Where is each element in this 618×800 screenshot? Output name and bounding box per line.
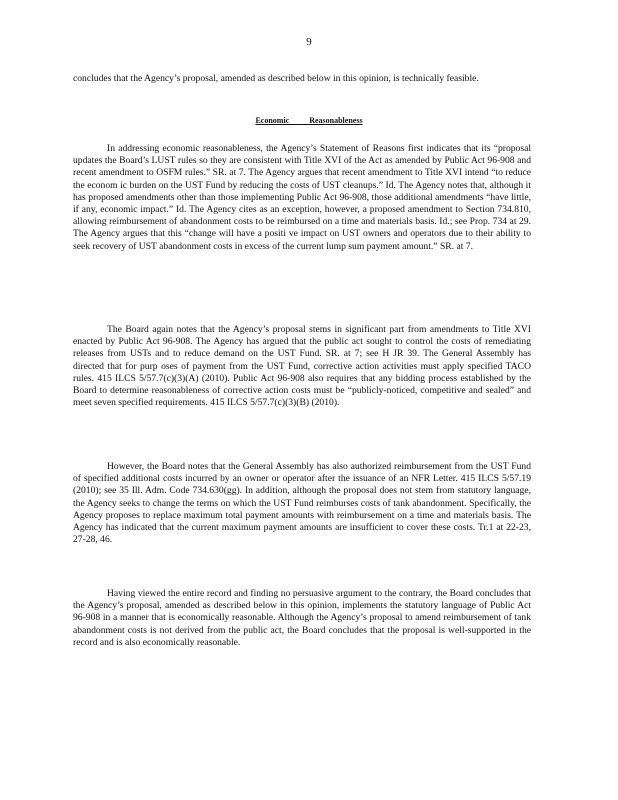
page-number: 9	[306, 36, 312, 48]
paragraph-text: Having viewed the entire record and finding no persuasive argument to the contrary, the Board concludes that the Agency’s proposal, amended as described below in this opinion, implements the statutory language of Public Act 96-908 in a manner that is economically reasonable. Although the Agency’s proposal to amend reimbursement of tank abandonment costs is not derived from the public act, the Board concludes that the proposal is well-supported in the record and is also economically reasonable.	[73, 588, 531, 648]
paragraph-text: However, the Board notes that the General Assembly has also authorized reimbursement from the UST Fund of specified additional costs incurred by an owner or operator after the issuance of an NFR Letter. 415 ILCS 5/57.19 (2010); see 35 Ill. Adm. Code 734.630(gg). In addition, although the proposal does not stem from statutory language, the Agency seeks to change the terms on which the UST Fund reimburses costs of tank abandonment. Specifically, the Agency proposes to replace maximum total payment amounts with reimbursement on a time and materials basis. The Agency has indicated that the current maximum payment amounts are insufficient to cover these costs. Tr.1 at 22-23, 27-28, 46.	[73, 461, 531, 546]
paragraph-text: The Board again notes that the Agency’s proposal stems in significant part from amendments to Title XVI enacted by Public Act 96-908. The Agency has argued that the public act sought to control the costs of remediating releases from USTs and to reduce demand on the UST Fund. SR. at 7; see H JR 39. The General Assembly has directed that for purp oses of payment from the UST Fund, corrective action activities must apply specified TACO rules. 415 ILCS 5/57.7(c)(3)(A) (2010). Public Act 96-908 also requires that any bidding process established by the Board to determine reasonableness of corrective action costs must be “publicly-noticed, competitive and sealed” and meet seven specified requirements. 415 ILCS 5/57.7(c)(3)(B) (2010).	[73, 324, 531, 409]
section-heading-text: Economic Reasonableness	[255, 116, 363, 125]
paragraph-text: In addressing economic reasonableness, the Agency’s Statement of Reasons first indicates that its “proposal updates the Board’s LUST rules so they are consistent with Title XVI of the Act as amended by Public Act 96-908 and recent amendment to OSFM rules.” SR. at 7. The Agency argues that recent amendment to Title XVI intend “to reduce the econom ic burden on the UST Fund by reducing the costs of UST cleanups.” Id. The Agency notes that, although it has proposed amendments other than those implementing Public Act 96-908, those additional amendments “have little, if any, economic impact.” Id. The Agency cites as an exception, however, a proposed amendment to Section 734.810, allowing reimbursement of abandonment costs to be reimbursed on a time and materials basis. Id.; see Prop. 734 at 29. The Agency argues that this “change will have a positi ve impact on UST owners and operators due to their ability to seek recovery of UST abandonment costs in excess of the current lump sum payment amount.” SR. at 7.	[73, 143, 531, 252]
paragraph-title-xvi	[73, 324, 531, 409]
section-heading	[0, 116, 618, 125]
paragraph-board-conclusion	[73, 588, 531, 649]
paragraph-feasibility-conclusion	[73, 73, 531, 85]
paragraph-economic-reasonableness	[73, 143, 531, 253]
paragraph-text: concludes that the Agency’s proposal, amended as described below in this opinion, is technically feasible.	[73, 73, 479, 84]
paragraph-additional-costs	[73, 461, 531, 546]
